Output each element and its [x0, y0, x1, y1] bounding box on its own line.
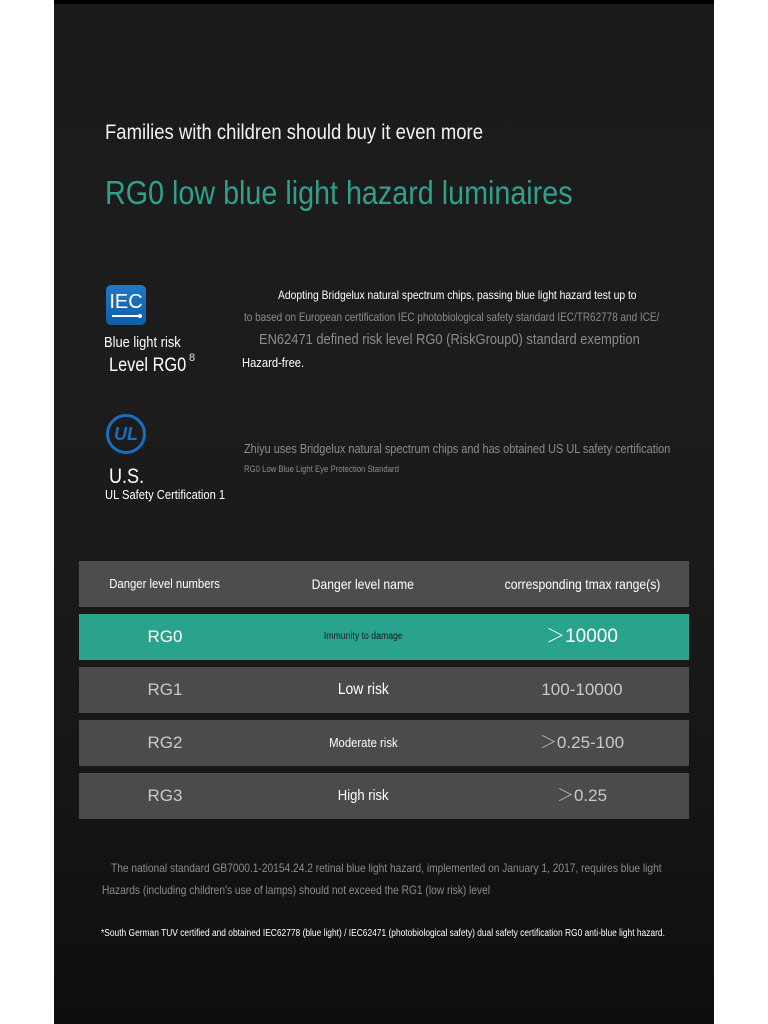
row-range: ＞10000 [546, 626, 618, 647]
row-level: RG0 [147, 627, 183, 646]
standard-note-line1: The national standard GB7000.1-20154.24.2 retinal blue light hazard, implemented on January 1, 2017, requires blue light [111, 861, 662, 875]
header-level-numbers: Danger level numbers [109, 576, 221, 591]
iec-description-line4: Hazard-free. [242, 355, 305, 370]
row-range: 100-10000 [541, 680, 623, 699]
standard-note-line2: Hazards (including children's use of lamps) should not exceed the RG1 (low risk) level [102, 883, 491, 897]
row-name: High risk [337, 787, 389, 804]
ul-logo-icon: UL [106, 414, 146, 454]
content-panel [54, 0, 714, 1024]
table-row [79, 614, 689, 660]
table-row [79, 773, 689, 819]
ul-certification-label: UL Safety Certification 1 [105, 487, 226, 502]
page-title: RG0 low blue light hazard luminaires [105, 174, 573, 211]
risk-level-label: Level RG0 [109, 355, 187, 376]
row-level: RG2 [147, 733, 183, 752]
row-range: ＞0.25 [556, 786, 608, 805]
row-name: Low risk [337, 681, 389, 698]
table-header [79, 561, 689, 607]
iec-description-line1: Adopting Bridgelux natural spectrum chips, passing blue light hazard test up to [278, 288, 637, 302]
iec-logo-icon: IEC [106, 285, 146, 325]
subtitle: Families with children should buy it even more [105, 121, 483, 144]
superscript-note: 8 [189, 352, 196, 364]
ul-description-line1: Zhiyu uses Bridgelux natural spectrum chips and has obtained US UL safety certification [244, 441, 671, 456]
table-row [79, 720, 689, 766]
row-name: Moderate risk [328, 735, 398, 750]
certification-footnote: *South German TUV certified and obtained IEC62778 (blue light) / IEC62471 (photobiological safety) dual safety certification RG0 anti-blue light hazard. [101, 928, 665, 939]
blue-light-risk-label: Blue light risk [104, 334, 181, 351]
row-name: Immunity to damage [323, 631, 403, 642]
header-tmax-range: corresponding tmax range(s) [504, 576, 660, 592]
top-border [54, 0, 714, 4]
iec-description-line3: EN62471 defined risk level RG0 (RiskGroup0) standard exemption [259, 331, 640, 348]
row-level: RG3 [147, 786, 183, 805]
us-label: U.S. [109, 465, 145, 488]
header-level-name: Danger level name [311, 576, 415, 592]
ul-description-line2: RG0 Low Blue Light Eye Protection Standard [244, 464, 399, 474]
row-level: RG1 [147, 680, 183, 699]
row-range: ＞0.25-100 [539, 733, 625, 752]
iec-description-line2: to based on European certification IEC photobiological safety standard IEC/TR62778 and ICE/ [244, 310, 660, 324]
table-row [79, 667, 689, 713]
